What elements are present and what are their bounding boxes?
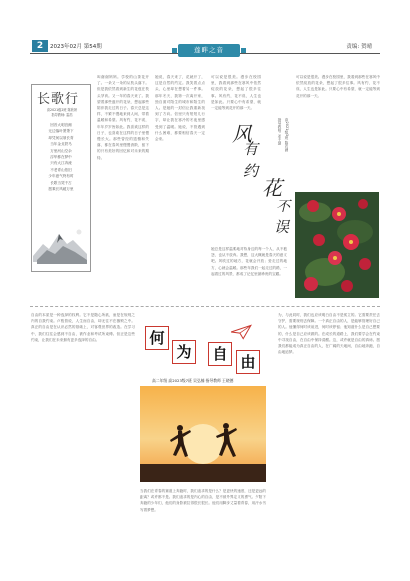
column-banner: 莲畔之音 [178,44,240,57]
poem-byline [38,108,86,118]
article2-middle-column: 当我们在青春的赛道上奔跑时，我们追求的是什么？是更快的速度，还是更远的距离？或许都不是。我们追求的是内心的自由，是不被外界定义的勇气。夕阳下奔跑的少年们，他们的身影被拉得很长很长。他们用脚步丈量着青春，用汗水书写着梦想。 [140,489,266,512]
article2-title-char: 由 [236,350,260,374]
poem-title: 长歌行 [37,92,80,107]
article1-column-4: 可以说是很美。漫步在校园里，我看到那些在寒风中依然绽放的花朵，想起了很多往事。风有约，花不误，人生也是如此。只要心中有希望，就一定能等到花开的那一天。 [296,75,380,98]
poem-line: 长歌当哭千古 [50,180,72,185]
article1-column-3b: 她总是这样温柔地对待身边的每一个人，从不抱怨，也从不放弃。我想，这大概就是春天的意义吧。风吹过的地方，花就会开放；爱走过的地方，心就会温暖。那些年我们一起走过的路，一起看过的风景，都成了记忆里最珍贵的宝藏。 [211,247,287,276]
issue-info: 2023年02月 第54期 [50,44,102,50]
article1-column-1: 叫谢谢妈妈。学校的山茶花开了。一朵又一朵的从枝头落下。但是我依然看到新生的花苞在枝头孕育。又一年的春天来了。我望着那些盛开的花朵，想起那些陪伴我走过的日子。春天总是这样，不紧不慢地来到人间，带着温暖和希望。风有约，花不误，年年岁岁皆如此。我喜欢这样的日子，也喜欢在这样的日子里慢慢长大。那些曾经的遗憾和失落，都在春风里慢慢消散，留下的只有美好的回忆和对未来的期待。 [97,75,149,160]
article1-byline [284,118,289,178]
poem-line: 回首大明宫阙 [50,123,72,127]
article2-title-char: 为 [172,340,196,364]
article2-title-char: 自 [208,342,232,366]
poem-body [38,122,84,192]
poem-line: 当年金戈铁马 [50,142,72,147]
section-divider [30,306,380,307]
article1-title-char: 约 [243,162,259,180]
runners-sunset-illustration [140,386,266,482]
article1-title-char: 有 [243,140,259,158]
article1-title-char: 花 [262,176,282,200]
article2-byline: 高二年级 高2023级7班 吴弘楠 指导教师 王晓德 [152,378,234,383]
article2-right-column: 为，与此同时，我们也应该明白自由不是孤立的。它需要责任去守护，需要规则去保障。一个真正自由的人，是能够管理好自己的人。他懂得何时该前进，何时该停留；他知道什么是自己想要的，什么是自己应该做的。在成长的道路上，我们要学会在约束中寻找自由，在自由中保持清醒。这，或许就是自由的真谛。愿我们都能成为真正自由的人，在广阔的天地间，自由地奔跑，自由地追梦。 [278,313,380,355]
poem-line: 只有大江奔流 [50,161,72,166]
article1-column-2: 她说，春天来了，花就开了，这是自然的约定。我笑着点点头，心里却在想着另一件事。那年冬天，我第一次离开家，独自面对陌生的城市和陌生的人。是她的一封信让我重新找到了方向。信里只有短短几行字，却让我在寒冷的冬夜里感受到了温暖。她说，不管遇到什么困难，都要相信春天一定会来。 [155,75,205,142]
editor-credit: 责编: 贺晴 [346,44,372,50]
article2-left-column: 自由的本质是一种选择的权利。它不是随心所欲，而是在规则之内的自我约束。卢梭曾说，人生而自由，却无往不在枷锁之中。真正的自由是在认识必然的基础上，对客观世界的改造。在学习中，我们往往会感到不自由，被作业和考试所束缚。但正是这些约束，让我们在未来拥有更多选择的自由。 [31,313,135,342]
poem-line: 无边落叶萧萧下 [48,129,74,134]
poem-line: 浮华都在梦中 [50,155,72,160]
article1-title-char: 风 [232,122,252,146]
article1-title-char: 误 [274,218,290,236]
article1-title-char: 不 [276,199,290,215]
poem-line: 不老青山依旧 [50,167,72,172]
mountain-ink-illustration [33,222,87,268]
article1-column-3: 可以说是很美。漫步在校园里，我看到那些在寒风中依然绽放的花朵，想起了很多往事。风有约，花不误，人生也是如此。只要心中有希望，就一定能等到花开的那一天。 [211,75,261,111]
article2-title-char: 何 [145,326,169,350]
page-number-badge: 2 [32,40,48,52]
poem-line: 少年意气终有时 [48,174,74,179]
poem-author: 高2021级2班 陈欣妍 [46,108,78,112]
poem-line: 万里河山空余 [50,148,72,153]
article1-author: 高2021级3班 陈若涵 [285,118,289,152]
article1-teacher [277,118,282,178]
poem-line: 愿乘长风破万里 [48,187,74,192]
poem-line: 却凭何以颂长青 [48,135,74,140]
camellia-flower-photo [295,192,379,298]
article1-teacher-text: 指导教师: 邓千慧 [278,118,282,145]
paper-plane-icon [230,324,252,340]
poem-teacher: 指导教师: 雷浩 [51,113,73,117]
